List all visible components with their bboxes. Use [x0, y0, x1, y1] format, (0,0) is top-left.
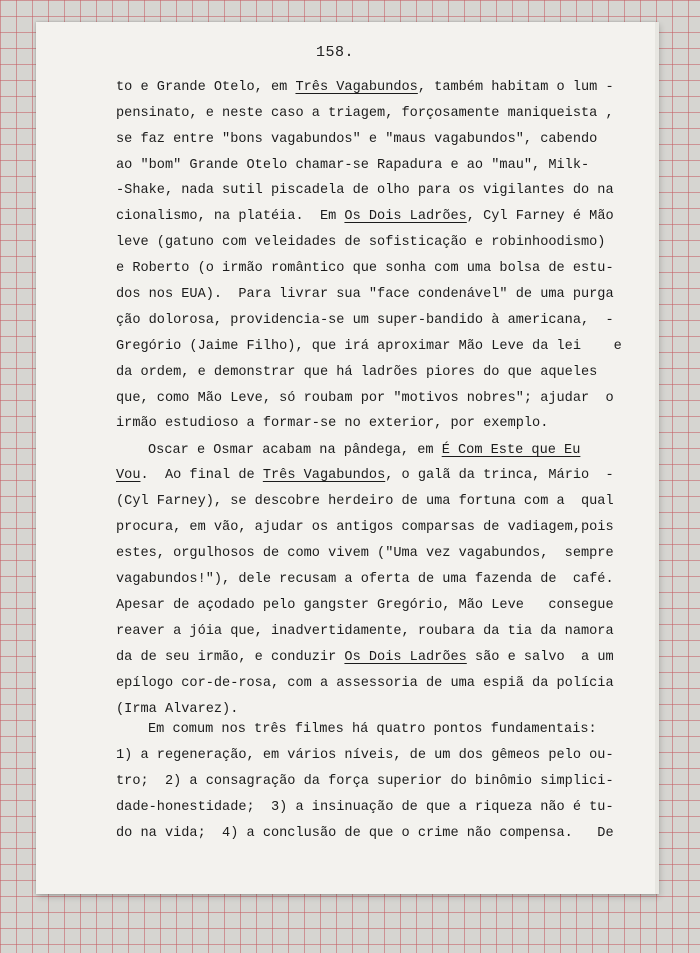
- text-line: -Shake, nada sutil piscadela de olho para os vigilantes do na: [116, 183, 614, 198]
- text-line: vagabundos!"), dele recusam a oferta de uma fazenda de café.: [116, 572, 614, 587]
- text-line: procura, em vão, ajudar os antigos comparsas de vadiagem,pois: [116, 520, 614, 535]
- text-line: irmão estudioso a formar-se no exterior, por exemplo.: [116, 416, 549, 431]
- text-line: to e Grande Otelo, em Três Vagabundos , também habitam o lum -: [116, 80, 614, 95]
- text-line: dos nos EUA). Para livrar sua "face condenável" de uma purga: [116, 287, 614, 302]
- text-line: da ordem, e demonstrar que há ladrões piores do que aqueles: [116, 365, 598, 380]
- text-line: ção dolorosa, providencia-se um super-bandido à americana, -: [116, 313, 614, 328]
- text-line: dade-honestidade; 3) a insinuação de que a riqueza não é tu-: [116, 800, 614, 815]
- text-line: (Cyl Farney), se descobre herdeiro de uma fortuna com a qual: [116, 494, 614, 509]
- text-line: epílogo cor-de-rosa, com a assessoria de uma espiã da polícia: [116, 676, 614, 691]
- text-line: pensinato, e neste caso a triagem, forçosamente maniqueista ,: [116, 106, 614, 121]
- text-line: da de seu irmão, e conduzir Os Dois Ladrões são e salvo a um: [116, 650, 614, 665]
- text-line: estes, orgulhosos de como vivem ("Uma vez vagabundos, sempre: [116, 546, 614, 561]
- text-line: se faz entre "bons vagabundos" e "maus vagabundos", cabendo: [116, 132, 598, 147]
- text-line: Oscar e Osmar acabam na pândega, em É Com Este que Eu: [148, 443, 581, 458]
- text-line: 1) a regeneração, em vários níveis, de um dos gêmeos pelo ou-: [116, 748, 614, 763]
- text-line: Vou . Ao final de Três Vagabundos , o galã da trinca, Mário -: [116, 468, 614, 483]
- text-line: do na vida; 4) a conclusão de que o crime não compensa. De: [116, 826, 614, 841]
- text-line: (Irma Alvarez).: [116, 702, 239, 717]
- text-line: cionalismo, na platéia. Em Os Dois Ladrões , Cyl Farney é Mão: [116, 209, 614, 224]
- text-line: ao "bom" Grande Otelo chamar-se Rapadura e ao "mau", Milk-: [116, 158, 590, 173]
- text-line: e Roberto (o irmão romântico que sonha com uma bolsa de estu-: [116, 261, 614, 276]
- page-number: 158.: [316, 44, 355, 61]
- text-line: Gregório (Jaime Filho), que irá aproximar Mão Leve da lei e: [116, 339, 622, 354]
- text-line: leve (gatuno com veleidades de sofisticação e robinhoodismo): [116, 235, 606, 250]
- paper-edge: [655, 22, 659, 894]
- text-line: Em comum nos três filmes há quatro pontos fundamentais:: [148, 722, 597, 737]
- text-line: tro; 2) a consagração da força superior do binômio simplici-: [116, 774, 614, 789]
- text-line: reaver a jóia que, inadvertidamente, roubara da tia da namora: [116, 624, 614, 639]
- text-line: que, como Mão Leve, só roubam por "motivos nobres"; ajudar o: [116, 391, 614, 406]
- text-line: Apesar de açodado pelo gangster Gregório, Mão Leve consegue: [116, 598, 614, 613]
